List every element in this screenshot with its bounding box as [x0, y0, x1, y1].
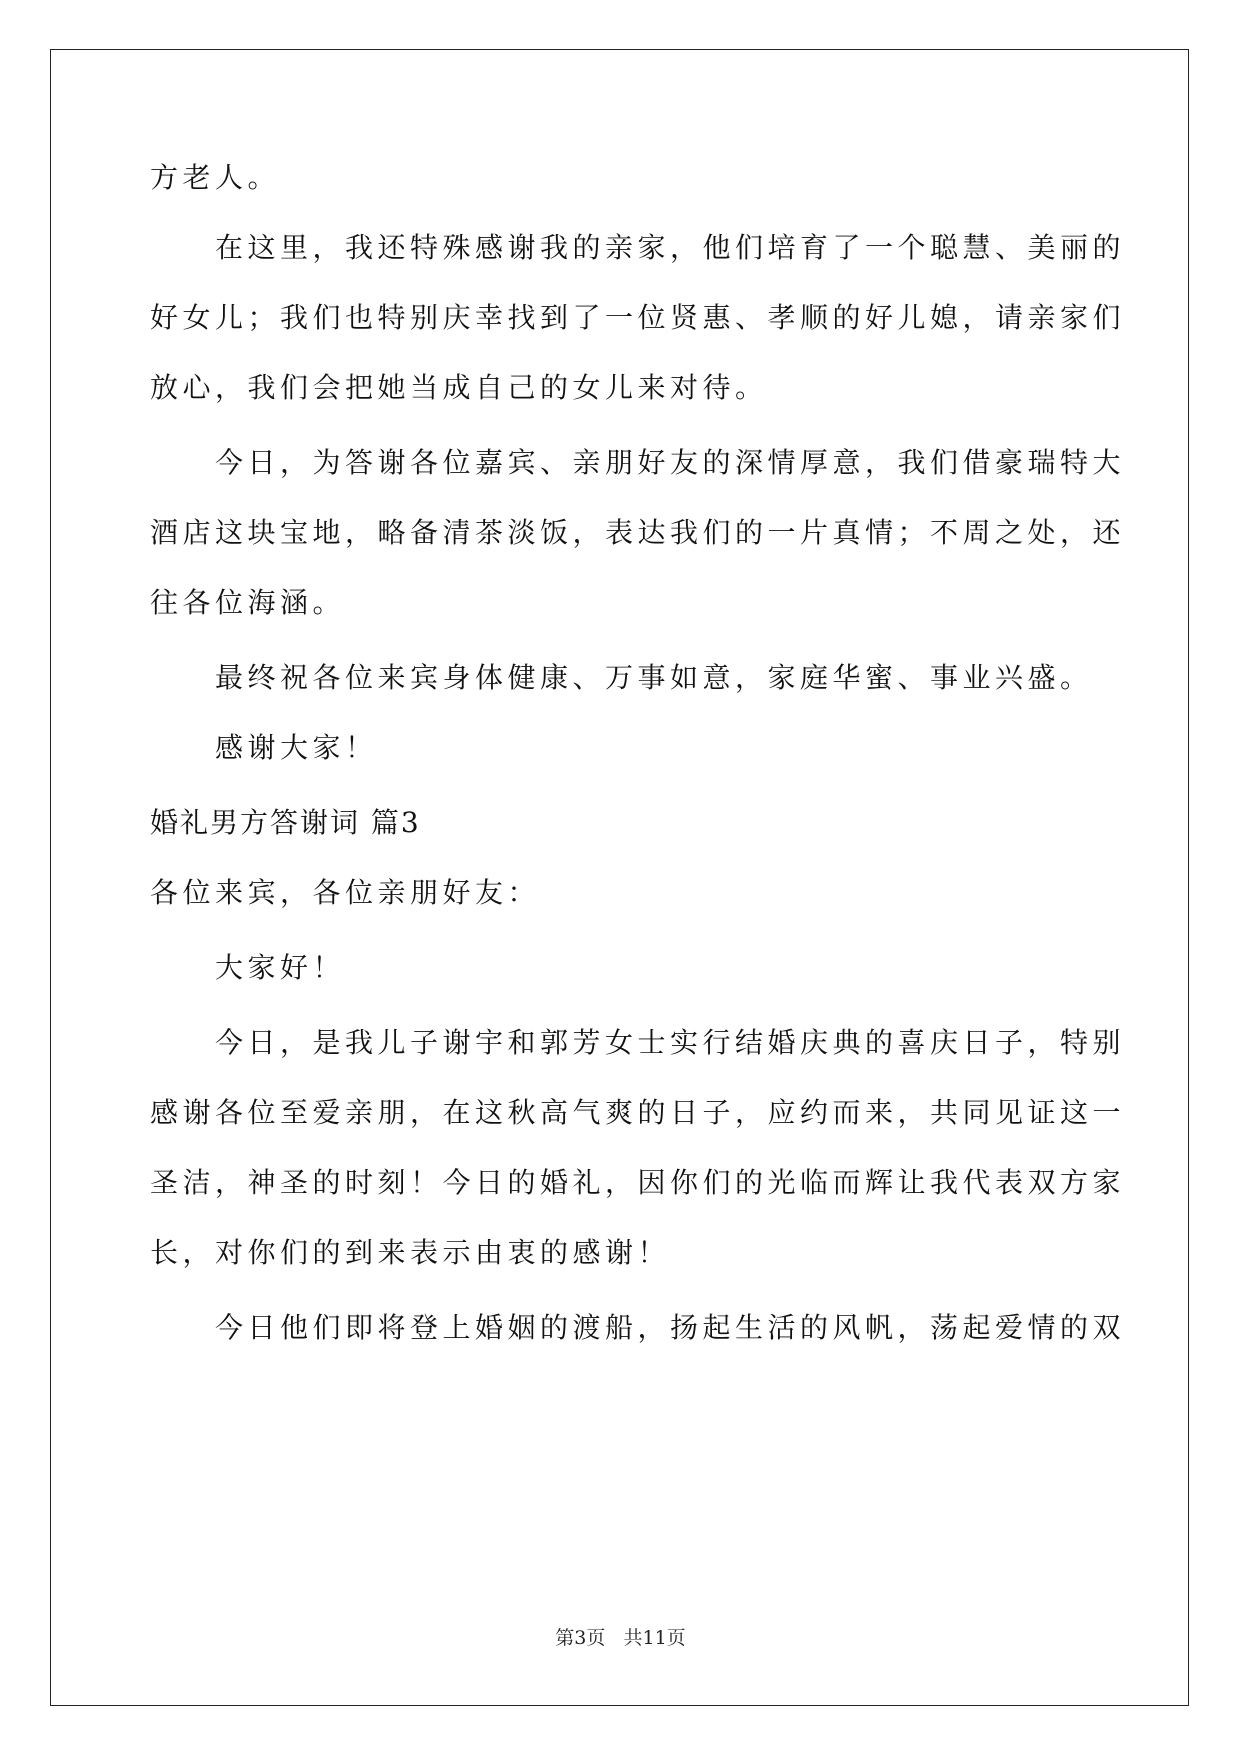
- text-line: 长，对你们的到来表示由衷的感谢！: [150, 1236, 671, 1269]
- text-line: 好女儿；我们也特别庆幸找到了一位贤惠、孝顺的好儿媳，请亲家们: [150, 301, 1126, 334]
- text-line: 最终祝各位来宾身体健康、万事如意，家庭华蜜、事业兴盛。: [215, 661, 1093, 694]
- text-line: 感谢大家！: [215, 731, 378, 764]
- text-line: 放心，我们会把她当成自己的女儿来对待。: [150, 371, 768, 404]
- text-line: 今日，为答谢各位嘉宾、亲朋好友的深情厚意，我们借豪瑞特大: [215, 446, 1126, 479]
- page-number: 第3页 共11页: [555, 1627, 686, 1649]
- text-line: 感谢各位至爱亲朋，在这秋高气爽的日子，应约而来，共同见证这一: [150, 1096, 1126, 1129]
- text-line: 在这里，我还特殊感谢我的亲家，他们培育了一个聪慧、美丽的: [215, 231, 1126, 264]
- text-line: 今日，是我儿子谢宇和郭芳女士实行结婚庆典的喜庆日子，特别: [215, 1026, 1126, 1059]
- greeting: 大家好！: [215, 951, 346, 984]
- text-line: 今日他们即将登上婚姻的渡船，扬起生活的风帆，荡起爱情的双: [215, 1311, 1126, 1344]
- text-line: 往各位海涵。: [150, 586, 346, 619]
- salutation: 各位来宾，各位亲朋好友：: [150, 876, 541, 909]
- text-line: 方老人。: [150, 161, 281, 194]
- text-line: 酒店这块宝地，略备清茶淡饭，表达我们的一片真情；不周之处，还: [150, 516, 1126, 549]
- text-line: 圣洁，神圣的时刻！今日的婚礼，因你们的光临而辉让我代表双方家: [150, 1166, 1126, 1199]
- section-heading: 婚礼男方答谢词 篇3: [150, 806, 421, 839]
